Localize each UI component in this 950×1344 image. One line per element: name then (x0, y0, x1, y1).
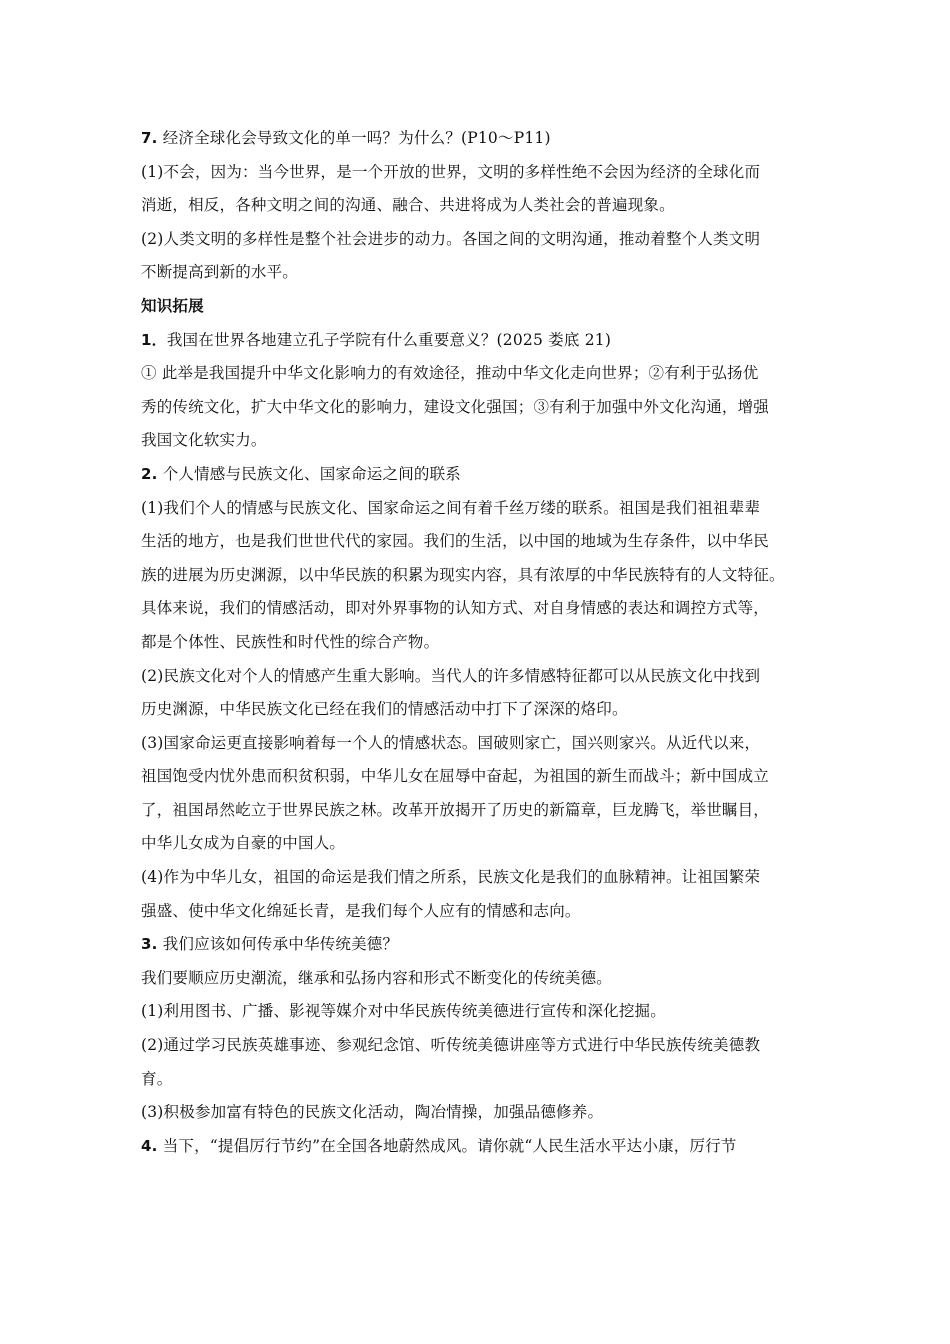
paragraph-text: (1)我们个人的情感与民族文化、国家命运之间有着千丝万缕的联系。祖国是我们祖祖辈辈 (141, 498, 761, 517)
question-title: 我国在世界各地建立孔子学院有什么重要意义？(2025 娄底 21) (166, 330, 612, 349)
paragraph-line: 我们要顺应历史潮流，继承和弘扬内容和形式不断变化的传统美德。 (141, 968, 613, 987)
question-number: 2. (141, 464, 158, 483)
section-heading: 知识拓展 (141, 296, 204, 315)
paragraph-line: 消逝，相反，各种文明之间的沟通、融合、共进将成为人类社会的普遍现象。 (141, 196, 675, 215)
paragraph-line: (3)国家命运更直接影响着每一个人的情感状态。国破则家亡，国兴则家兴。从近代以来， (141, 733, 761, 752)
question-title: 当下，“提倡厉行节约”在全国各地蔚然成风。请你就“人民生活水平达小康，厉行节 (162, 1136, 737, 1155)
paragraph-line: (3)积极参加富有特色的民族文化活动，陶冶情操，加强品德修养。 (141, 1103, 604, 1122)
question-title: 个人情感与民族文化、国家命运之间的联系 (162, 464, 461, 483)
paragraph-line: 祖国饱受内忧外患而积贫积弱，中华儿女在屈辱中奋起，为祖国的新生而战斗；新中国成立 (141, 767, 770, 786)
question-number: 3. (141, 935, 158, 954)
paragraph-line: 强盛、使中华文化绵延长青，是我们每个人应有的情感和志向。 (141, 901, 581, 920)
paragraph-line: 育。 (141, 1069, 173, 1088)
paragraph-line: 我国文化软实力。 (141, 431, 267, 450)
question-7-heading (141, 122, 831, 156)
paragraph-line: ① 此举是我国提升中华文化影响力的有效途径，推动中华文化走向世界；②有利于弘扬优 (141, 364, 759, 383)
document-body (141, 122, 831, 1163)
paragraph-line: (1)利用图书、广播、影视等媒介对中华民族传统美德进行宣传和深化挖掘。 (141, 1002, 666, 1021)
paragraph-line: 不断提高到新的水平。 (141, 263, 299, 282)
paragraph-line: 都是个体性、民族性和时代性的综合产物。 (141, 632, 440, 651)
knowledge-3-heading (141, 928, 831, 962)
paragraph-line: (2)通过学习民族英雄事迹、参观纪念馆、听传统美德讲座等方式进行中华民族传统美德教 (141, 1036, 761, 1055)
question-number: 7. (141, 129, 158, 147)
paragraph-line: 生活的地方，也是我们世世代代的家园。我们的生活，以中国的地域为生存条件，以中华民 (141, 532, 770, 551)
knowledge-1-heading (141, 324, 831, 358)
paragraph-line: 具体来说，我们的情感活动，即对外界事物的认知方式、对自身情感的表达和调控方式等， (141, 599, 770, 618)
paragraph-line (141, 492, 831, 526)
knowledge-4-heading (141, 1130, 831, 1164)
paragraph-line: (4)作为中华儿女，祖国的命运是我们情之所系，民族文化是我们的血脉精神。让祖国繁荣 (141, 868, 761, 887)
question-number: 1． (141, 330, 167, 349)
question-title: 我们应该如何传承中华传统美德？ (162, 935, 399, 954)
paragraph-line: (1)不会，因为：当今世界，是一个开放的世界，文明的多样性绝不会因为经济的全球化而 (141, 162, 761, 181)
knowledge-2-heading (141, 458, 831, 492)
paragraph-line: 中华儿女成为自豪的中国人。 (141, 834, 346, 853)
question-number: 4. (141, 1136, 158, 1155)
paragraph-line: (2)民族文化对个人的情感产生重大影响。当代人的许多情感特征都可以从民族文化中找到 (141, 666, 761, 685)
paragraph-line: 历史渊源，中华民族文化已经在我们的情感活动中打下了深深的烙印。 (141, 700, 628, 719)
question-title: 经济全球化会导致文化的单一吗？为什么？(P10～P11) (162, 129, 551, 147)
paragraph-line: (2)人类文明的多样性是整个社会进步的动力。各国之间的文明沟通，推动着整个人类文明 (141, 229, 761, 248)
paragraph-line: 族的进展为历史渊源，以中华民族的积累为现实内容，具有浓厚的中华民族特有的人文特征。 (141, 565, 785, 584)
paragraph-line: 秀的传统文化，扩大中华文化的影响力，建设文化强国；③有利于加强中外文化沟通，增强 (141, 397, 770, 416)
paragraph-line: 了，祖国昂然屹立于世界民族之林。改革开放揭开了历史的新篇章，巨龙腾飞，举世瞩目， (141, 800, 770, 819)
